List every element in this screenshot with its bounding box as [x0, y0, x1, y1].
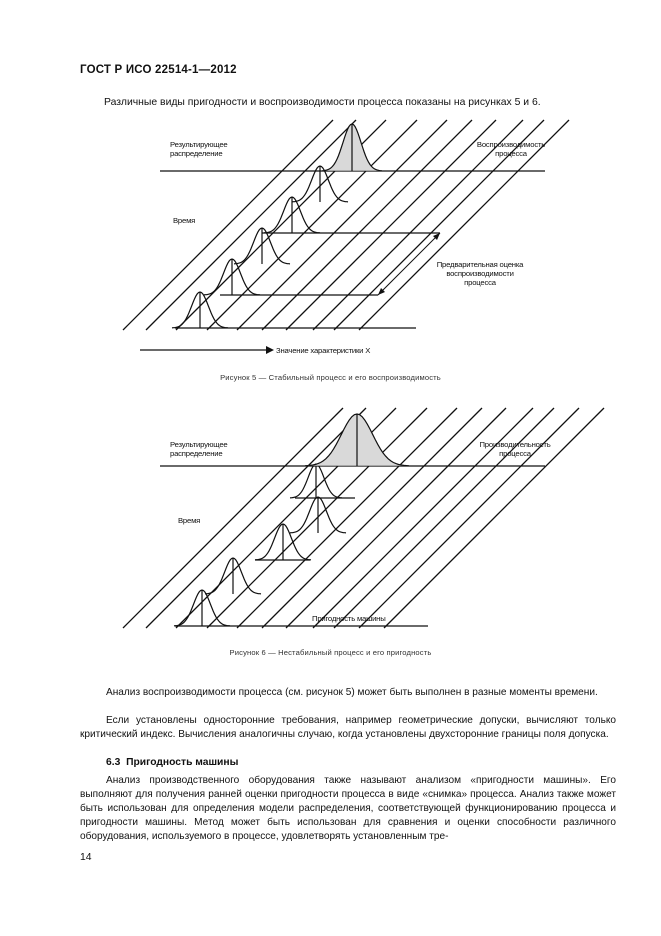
intro-paragraph: Различные виды пригодности и воспроизводимости процесса показаны на рисунках 5 и 6. — [104, 97, 541, 108]
document-header: ГОСТ Р ИСО 22514-1—2012 — [80, 64, 237, 76]
label-result-distribution-6: Результирующее распределение — [170, 440, 228, 458]
label-preliminary-estimate: Предварительная оценка воспроизводимости процесса — [436, 260, 524, 287]
section-heading: 6.3 Пригодность машины — [106, 757, 239, 768]
label-machine-capability: Пригодность машины — [312, 614, 386, 623]
label-x-axis: Значение характеристики X — [276, 346, 371, 355]
paragraph-2: Если установлены односторонние требования, например геометрические допуски, вычисляют только критический индекс. Вычисления аналогичны случаю, когда установлены двухсторонние границы поля допуска. — [80, 715, 616, 740]
diagonal-line-4 — [207, 408, 427, 628]
label-time: Время — [173, 216, 196, 225]
label-process-capability: Воспроизводимость процесса — [476, 140, 546, 158]
horizontal-levels — [160, 466, 545, 626]
label-process-performance: Производительность процесса — [479, 440, 551, 458]
section-paragraph: Анализ производственного оборудования также называют анализом «пригодности машины». Его выполняют для получения ранней оценки пригодности процесса в виде «снимка» процесса. Анализ также может быть использован для определения модели распределения, соответствующей функционированию процесса и пригодности машины. Метод может быть использован для сравнения и оценки способности различного оборудования, используемого в процессе, удовлетворять установленным тре- — [80, 775, 616, 842]
label-result-distribution: Результирующее распределение — [170, 140, 228, 158]
figure-6-caption: Рисунок 6 — Нестабильный процесс и его пригодность — [229, 648, 432, 657]
page-number: 14 — [80, 852, 92, 863]
label-time-6: Время — [178, 516, 201, 525]
figure-5-caption: Рисунок 5 — Стабильный процесс и его воспроизводимость — [220, 373, 441, 382]
paragraph-1: Анализ воспроизводимости процесса (см. рисунок 5) может быть выполнен в разные моменты времени. — [106, 687, 598, 698]
diagonal-line-1 — [123, 408, 343, 628]
